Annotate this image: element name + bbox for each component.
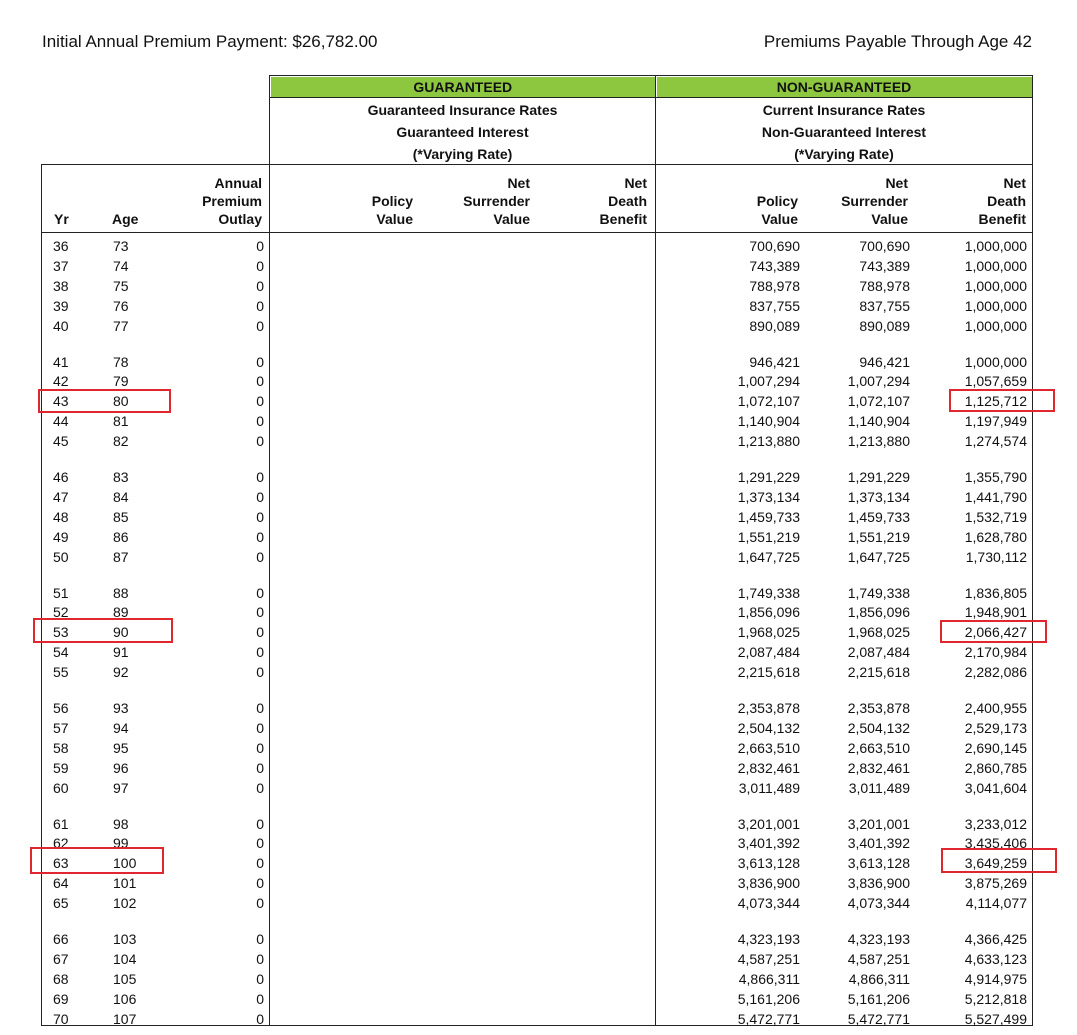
policy-value-cell: 1,213,880 bbox=[737, 433, 800, 450]
current-net-death-header: Net Death Benefit bbox=[978, 175, 1026, 227]
yr-cell: 59 bbox=[53, 759, 69, 776]
surrender-value-cell: 4,587,251 bbox=[847, 950, 910, 967]
yr-cell: 43 bbox=[53, 393, 69, 410]
non-guaranteed-title: NON-GUARANTEED bbox=[657, 77, 1032, 98]
policy-value-cell: 3,201,001 bbox=[737, 815, 800, 832]
outlay-cell: 0 bbox=[256, 950, 264, 967]
death-benefit-cell: 1,057,659 bbox=[964, 373, 1027, 390]
yr-cell: 38 bbox=[53, 277, 69, 294]
guaranteed-right-divider bbox=[655, 164, 656, 1026]
yr-cell: 48 bbox=[53, 508, 69, 525]
death-benefit-cell: 2,282,086 bbox=[964, 664, 1027, 681]
death-benefit-cell: 4,633,123 bbox=[964, 950, 1027, 967]
outlay-cell: 0 bbox=[256, 604, 264, 621]
death-benefit-cell: 2,860,785 bbox=[964, 759, 1027, 776]
surrender-value-cell: 4,073,344 bbox=[847, 895, 910, 912]
policy-value-cell: 1,007,294 bbox=[737, 373, 800, 390]
yr-cell: 65 bbox=[53, 895, 69, 912]
age-cell: 106 bbox=[113, 990, 137, 1007]
age-cell: 80 bbox=[113, 393, 129, 410]
highlight-row-63-benefit bbox=[941, 848, 1057, 873]
death-benefit-cell: 2,400,955 bbox=[964, 700, 1027, 716]
age-cell: 101 bbox=[113, 875, 137, 892]
column-header-rule bbox=[41, 232, 1033, 233]
current-rates-line: Current Insurance Rates bbox=[762, 102, 926, 118]
outlay-cell: 0 bbox=[256, 393, 264, 410]
yr-cell: 51 bbox=[53, 584, 69, 601]
yr-cell: 55 bbox=[53, 664, 69, 681]
age-cell: 82 bbox=[113, 433, 129, 450]
surrender-value-cell: 2,663,510 bbox=[847, 739, 910, 756]
yr-cell: 47 bbox=[53, 488, 69, 505]
premiums-payable-label: Premiums Payable Through Age 42 bbox=[763, 32, 1032, 51]
outlay-cell: 0 bbox=[256, 508, 264, 525]
surrender-value-cell: 1,213,880 bbox=[847, 433, 910, 450]
highlight-row-43-left bbox=[38, 389, 171, 413]
death-benefit-cell: 1,355,790 bbox=[964, 469, 1027, 485]
policy-value-cell: 788,978 bbox=[749, 277, 800, 294]
death-benefit-cell: 5,527,499 bbox=[964, 1010, 1027, 1027]
outlay-cell: 0 bbox=[256, 895, 264, 912]
outlay-cell: 0 bbox=[256, 664, 264, 681]
surrender-value-cell: 890,089 bbox=[859, 317, 910, 334]
age-cell: 90 bbox=[113, 624, 129, 641]
outlay-cell: 0 bbox=[256, 875, 264, 892]
surrender-value-cell: 2,832,461 bbox=[847, 759, 910, 776]
surrender-value-cell: 1,749,338 bbox=[847, 584, 910, 601]
death-benefit-cell: 1,000,000 bbox=[964, 257, 1027, 274]
yr-cell: 39 bbox=[53, 297, 69, 314]
highlight-row-53-left bbox=[33, 618, 173, 643]
death-benefit-cell: 2,529,173 bbox=[964, 719, 1027, 736]
surrender-value-cell: 1,968,025 bbox=[847, 624, 910, 641]
yr-cell: 37 bbox=[53, 257, 69, 274]
policy-value-cell: 837,755 bbox=[749, 297, 800, 314]
current-policy-value-header: Policy Value bbox=[756, 193, 798, 227]
surrender-value-cell: 2,353,878 bbox=[847, 700, 910, 716]
death-benefit-cell: 1,628,780 bbox=[964, 528, 1027, 545]
surrender-value-cell: 4,323,193 bbox=[847, 931, 910, 947]
yr-cell: 61 bbox=[53, 815, 69, 832]
death-benefit-cell: 3,233,012 bbox=[964, 815, 1027, 832]
yr-cell: 54 bbox=[53, 644, 69, 661]
age-cell: 84 bbox=[113, 488, 129, 505]
yr-cell: 64 bbox=[53, 875, 69, 892]
outlay-cell: 0 bbox=[256, 413, 264, 430]
outlay-cell: 0 bbox=[256, 855, 264, 872]
policy-value-cell: 1,856,096 bbox=[737, 604, 800, 621]
non-guaranteed-varying-line: (*Varying Rate) bbox=[794, 146, 894, 162]
outlay-cell: 0 bbox=[256, 584, 264, 601]
policy-value-cell: 1,140,904 bbox=[737, 413, 800, 430]
policy-value-cell: 3,401,392 bbox=[737, 835, 800, 852]
outlay-cell: 0 bbox=[256, 488, 264, 505]
surrender-value-cell: 1,459,733 bbox=[847, 508, 910, 525]
outlay-cell: 0 bbox=[256, 353, 264, 370]
age-cell: 76 bbox=[113, 297, 129, 314]
policy-value-cell: 946,421 bbox=[749, 353, 800, 370]
surrender-value-cell: 5,161,206 bbox=[847, 990, 910, 1007]
yr-cell: 70 bbox=[53, 1010, 69, 1027]
yr-cell: 56 bbox=[53, 700, 69, 716]
age-cell: 107 bbox=[113, 1010, 137, 1027]
yr-cell: 53 bbox=[53, 624, 69, 641]
age-cell: 89 bbox=[113, 604, 129, 621]
surrender-value-cell: 1,072,107 bbox=[847, 393, 910, 410]
yr-cell: 67 bbox=[53, 950, 69, 967]
surrender-value-cell: 1,140,904 bbox=[847, 413, 910, 430]
non-guaranteed-interest-line: Non-Guaranteed Interest bbox=[761, 124, 927, 140]
policy-value-cell: 2,504,132 bbox=[737, 719, 800, 736]
age-cell: 83 bbox=[113, 469, 129, 485]
policy-value-cell: 890,089 bbox=[749, 317, 800, 334]
surrender-value-cell: 1,291,229 bbox=[847, 469, 910, 485]
surrender-value-cell: 700,690 bbox=[859, 238, 910, 254]
policy-value-cell: 2,663,510 bbox=[737, 739, 800, 756]
outlay-cell: 0 bbox=[256, 297, 264, 314]
age-cell: 91 bbox=[113, 644, 129, 661]
age-cell: 97 bbox=[113, 779, 129, 796]
highlight-row-53-benefit bbox=[940, 620, 1047, 643]
surrender-value-cell: 743,389 bbox=[859, 257, 910, 274]
age-cell: 78 bbox=[113, 353, 129, 370]
outlay-cell: 0 bbox=[256, 644, 264, 661]
outlay-cell: 0 bbox=[256, 739, 264, 756]
age-cell: 86 bbox=[113, 528, 129, 545]
outlay-cell: 0 bbox=[256, 624, 264, 641]
outlay-cell: 0 bbox=[256, 719, 264, 736]
age-cell: 103 bbox=[113, 931, 137, 947]
age-cell: 77 bbox=[113, 317, 129, 334]
yr-cell: 45 bbox=[53, 433, 69, 450]
outlay-cell: 0 bbox=[256, 1010, 264, 1027]
death-benefit-cell: 1,948,901 bbox=[964, 604, 1027, 621]
age-cell: 74 bbox=[113, 257, 129, 274]
surrender-value-cell: 837,755 bbox=[859, 297, 910, 314]
surrender-value-cell: 3,011,489 bbox=[848, 779, 910, 796]
yr-cell: 44 bbox=[53, 413, 69, 430]
age-cell: 93 bbox=[113, 700, 129, 716]
guaranteed-left-divider bbox=[269, 164, 270, 1026]
yr-cell: 68 bbox=[53, 970, 69, 987]
outlay-cell: 0 bbox=[256, 257, 264, 274]
guaranteed-title: GUARANTEED bbox=[271, 77, 656, 98]
policy-value-cell: 4,073,344 bbox=[737, 895, 800, 912]
surrender-value-cell: 3,201,001 bbox=[847, 815, 910, 832]
age-cell: 96 bbox=[113, 759, 129, 776]
outlay-cell: 0 bbox=[256, 779, 264, 796]
yr-cell: 49 bbox=[53, 528, 69, 545]
death-benefit-cell: 4,366,425 bbox=[964, 931, 1027, 947]
guaranteed-interest-line: Guaranteed Interest bbox=[396, 124, 529, 140]
outlay-cell: 0 bbox=[256, 990, 264, 1007]
guaranteed-net-surrender-header: Net Surrender Value bbox=[463, 175, 530, 227]
policy-value-cell: 5,161,206 bbox=[737, 990, 800, 1007]
yr-cell: 60 bbox=[53, 779, 69, 796]
policy-value-cell: 1,551,219 bbox=[737, 528, 800, 545]
surrender-value-cell: 3,836,900 bbox=[847, 875, 910, 892]
age-cell: 99 bbox=[113, 835, 129, 852]
death-benefit-cell: 1,532,719 bbox=[964, 508, 1027, 525]
current-net-surrender-header: Net Surrender Value bbox=[841, 175, 908, 227]
death-benefit-cell: 1,000,000 bbox=[964, 297, 1027, 314]
policy-value-cell: 3,011,489 bbox=[738, 779, 800, 796]
policy-value-cell: 2,353,878 bbox=[737, 700, 800, 716]
surrender-value-cell: 3,613,128 bbox=[847, 855, 910, 872]
highlight-row-43-benefit bbox=[949, 389, 1055, 412]
age-cell: 95 bbox=[113, 739, 129, 756]
highlight-row-63-left bbox=[30, 847, 164, 874]
outlay-cell: 0 bbox=[256, 317, 264, 334]
surrender-value-cell: 946,421 bbox=[859, 353, 910, 370]
age-header: Age bbox=[112, 211, 139, 227]
age-cell: 98 bbox=[113, 815, 129, 832]
guaranteed-title-rule bbox=[269, 97, 1033, 98]
surrender-value-cell: 2,215,618 bbox=[847, 664, 910, 681]
policy-value-cell: 4,866,311 bbox=[738, 970, 800, 987]
age-cell: 88 bbox=[113, 584, 129, 601]
yr-cell: 62 bbox=[53, 835, 69, 852]
policy-value-cell: 1,647,725 bbox=[737, 548, 800, 565]
guaranteed-varying-line: (*Varying Rate) bbox=[412, 146, 513, 162]
age-cell: 87 bbox=[113, 548, 129, 565]
age-cell: 73 bbox=[113, 238, 129, 254]
policy-value-cell: 1,291,229 bbox=[737, 469, 800, 485]
death-benefit-cell: 1,000,000 bbox=[964, 277, 1027, 294]
death-benefit-cell: 1,274,574 bbox=[964, 433, 1027, 450]
death-benefit-cell: 3,875,269 bbox=[964, 875, 1027, 892]
policy-value-cell: 5,472,771 bbox=[737, 1010, 800, 1027]
outlay-cell: 0 bbox=[256, 700, 264, 716]
yr-cell: 41 bbox=[53, 353, 69, 370]
initial-premium-label: Initial Annual Premium Payment: $26,782.00 bbox=[42, 32, 378, 51]
death-benefit-cell: 1,730,112 bbox=[965, 548, 1027, 565]
policy-value-cell: 2,832,461 bbox=[737, 759, 800, 776]
yr-cell: 40 bbox=[53, 317, 69, 334]
yr-header: Yr bbox=[54, 211, 69, 227]
yr-cell: 46 bbox=[53, 469, 69, 485]
death-benefit-cell: 3,649,259 bbox=[964, 855, 1027, 872]
guaranteed-net-death-header: Net Death Benefit bbox=[599, 175, 647, 227]
age-cell: 94 bbox=[113, 719, 129, 736]
death-benefit-cell: 4,914,975 bbox=[964, 970, 1027, 987]
policy-value-cell: 1,749,338 bbox=[737, 584, 800, 601]
death-benefit-cell: 1,000,000 bbox=[964, 238, 1027, 254]
yr-cell: 36 bbox=[53, 238, 69, 254]
yr-cell: 58 bbox=[53, 739, 69, 756]
age-cell: 92 bbox=[113, 664, 129, 681]
policy-value-cell: 3,836,900 bbox=[737, 875, 800, 892]
surrender-value-cell: 3,401,392 bbox=[847, 835, 910, 852]
outlay-cell: 0 bbox=[256, 970, 264, 987]
surrender-value-cell: 2,087,484 bbox=[847, 644, 910, 661]
yr-cell: 63 bbox=[53, 855, 69, 872]
outlay-cell: 0 bbox=[256, 931, 264, 947]
policy-value-cell: 1,072,107 bbox=[737, 393, 800, 410]
policy-value-cell: 4,323,193 bbox=[737, 931, 800, 947]
death-benefit-cell: 2,690,145 bbox=[964, 739, 1027, 756]
outlay-cell: 0 bbox=[256, 373, 264, 390]
surrender-value-cell: 4,866,311 bbox=[848, 970, 910, 987]
policy-value-cell: 1,459,733 bbox=[737, 508, 800, 525]
death-benefit-cell: 1,197,949 bbox=[964, 413, 1027, 430]
outlay-cell: 0 bbox=[256, 759, 264, 776]
age-cell: 100 bbox=[113, 855, 137, 872]
outlay-cell: 0 bbox=[256, 835, 264, 852]
policy-value-cell: 2,087,484 bbox=[737, 644, 800, 661]
policy-value-cell: 1,968,025 bbox=[737, 624, 800, 641]
death-benefit-cell: 2,066,427 bbox=[964, 624, 1027, 641]
yr-cell: 52 bbox=[53, 604, 69, 621]
yr-cell: 50 bbox=[53, 548, 69, 565]
policy-value-cell: 1,373,134 bbox=[737, 488, 800, 505]
age-cell: 105 bbox=[113, 970, 137, 987]
age-cell: 79 bbox=[113, 373, 129, 390]
age-cell: 102 bbox=[113, 895, 137, 912]
yr-cell: 57 bbox=[53, 719, 69, 736]
outlay-cell: 0 bbox=[256, 433, 264, 450]
death-benefit-cell: 3,041,604 bbox=[964, 779, 1027, 796]
age-cell: 81 bbox=[113, 413, 129, 430]
death-benefit-cell: 5,212,818 bbox=[964, 990, 1027, 1007]
yr-cell: 69 bbox=[53, 990, 69, 1007]
death-benefit-cell: 1,441,790 bbox=[964, 488, 1027, 505]
surrender-value-cell: 1,007,294 bbox=[847, 373, 910, 390]
surrender-value-cell: 1,856,096 bbox=[847, 604, 910, 621]
surrender-value-cell: 2,504,132 bbox=[847, 719, 910, 736]
guaranteed-rates-line: Guaranteed Insurance Rates bbox=[367, 102, 558, 118]
surrender-value-cell: 1,647,725 bbox=[847, 548, 910, 565]
death-benefit-cell: 4,114,077 bbox=[965, 895, 1027, 912]
death-benefit-cell: 2,170,984 bbox=[964, 644, 1027, 661]
policy-value-cell: 3,613,128 bbox=[737, 855, 800, 872]
death-benefit-cell: 1,000,000 bbox=[964, 317, 1027, 334]
yr-cell: 66 bbox=[53, 931, 69, 947]
yr-cell: 42 bbox=[53, 373, 69, 390]
surrender-value-cell: 1,373,134 bbox=[847, 488, 910, 505]
surrender-value-cell: 5,472,771 bbox=[847, 1010, 910, 1027]
death-benefit-cell: 1,000,000 bbox=[964, 353, 1027, 370]
age-cell: 104 bbox=[113, 950, 137, 967]
age-cell: 85 bbox=[113, 508, 129, 525]
surrender-value-cell: 1,551,219 bbox=[847, 528, 910, 545]
annual-premium-outlay-header: Annual Premium Outlay bbox=[202, 175, 262, 227]
death-benefit-cell: 1,125,712 bbox=[964, 393, 1027, 410]
outlay-cell: 0 bbox=[256, 528, 264, 545]
policy-value-cell: 700,690 bbox=[749, 238, 800, 254]
policy-value-cell: 2,215,618 bbox=[737, 664, 800, 681]
death-benefit-cell: 3,435,406 bbox=[964, 835, 1027, 852]
death-benefit-cell: 1,836,805 bbox=[964, 584, 1027, 601]
policy-value-cell: 4,587,251 bbox=[737, 950, 800, 967]
outlay-cell: 0 bbox=[256, 277, 264, 294]
policy-value-cell: 743,389 bbox=[749, 257, 800, 274]
guaranteed-policy-value-header: Policy Value bbox=[371, 193, 413, 227]
outlay-cell: 0 bbox=[256, 469, 264, 485]
surrender-value-cell: 788,978 bbox=[859, 277, 910, 294]
outlay-cell: 0 bbox=[256, 238, 264, 254]
outlay-cell: 0 bbox=[256, 548, 264, 565]
age-cell: 75 bbox=[113, 277, 129, 294]
outlay-cell: 0 bbox=[256, 815, 264, 832]
